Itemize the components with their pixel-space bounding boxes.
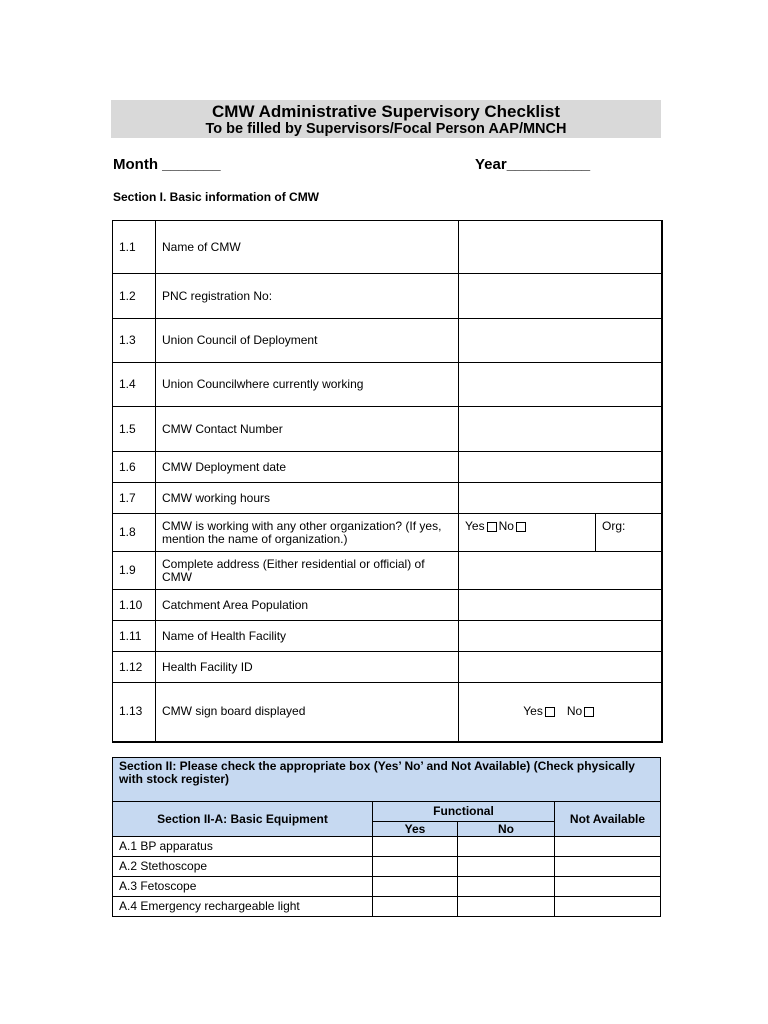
yes-label: Yes <box>465 519 485 533</box>
item-label: A.4 Emergency rechargeable light <box>113 897 373 917</box>
answer-cell[interactable] <box>459 652 662 683</box>
row-label: Name of CMW <box>156 221 459 274</box>
answer-cell[interactable] <box>459 590 662 621</box>
answer-cell[interactable] <box>459 274 662 319</box>
row-label: Complete address (Either residential or official) of CMW <box>156 552 459 590</box>
org-cell[interactable] <box>596 514 662 552</box>
row-number: 1.11 <box>113 621 156 652</box>
yes-checkbox[interactable] <box>545 707 555 717</box>
yes-no-cell <box>459 683 662 742</box>
row-number: 1.9 <box>113 552 156 590</box>
row-label: Union Councilwhere currently working <box>156 363 459 407</box>
section1-title: Section I. Basic information of CMW <box>113 190 320 204</box>
item-label: A.2 Stethoscope <box>113 857 373 877</box>
table-row <box>113 552 662 590</box>
not-available-cell[interactable] <box>555 877 661 897</box>
row-number: 1.7 <box>113 483 156 514</box>
month-field[interactable]: Month _______ <box>113 156 221 173</box>
answer-cell[interactable] <box>459 483 662 514</box>
no-label: No <box>566 704 583 719</box>
no-cell[interactable] <box>458 837 555 857</box>
org-label: Org: <box>602 519 626 533</box>
yes-checkbox[interactable] <box>487 522 497 532</box>
row-number: 1.12 <box>113 652 156 683</box>
table-row <box>113 897 661 917</box>
functional-header: Functional <box>373 802 555 822</box>
table-row <box>113 621 662 652</box>
answer-cell[interactable] <box>459 552 662 590</box>
no-cell[interactable] <box>458 857 555 877</box>
table-row <box>113 407 662 452</box>
table-row <box>113 483 662 514</box>
not-available-cell[interactable] <box>555 857 661 877</box>
not-available-header: Not Available <box>555 802 661 837</box>
no-checkbox[interactable] <box>516 522 526 532</box>
yes-cell[interactable] <box>373 897 458 917</box>
answer-cell[interactable] <box>459 363 662 407</box>
not-available-cell[interactable] <box>555 837 661 857</box>
document-title: CMW Administrative Supervisory Checklist <box>212 102 560 121</box>
row-label: Catchment Area Population <box>156 590 459 621</box>
row-label: Union Council of Deployment <box>156 319 459 363</box>
row-number: 1.5 <box>113 407 156 452</box>
answer-cell[interactable] <box>459 407 662 452</box>
answer-cell[interactable] <box>459 452 662 483</box>
row-label: CMW sign board displayed <box>156 683 459 742</box>
row-label: Health Facility ID <box>156 652 459 683</box>
answer-cell[interactable] <box>459 221 662 274</box>
yes-cell[interactable] <box>373 877 458 897</box>
table-row <box>113 837 661 857</box>
row-number: 1.13 <box>113 683 156 742</box>
table-row <box>113 802 661 822</box>
answer-cell[interactable] <box>459 319 662 363</box>
yes-cell[interactable] <box>373 837 458 857</box>
item-label: A.1 BP apparatus <box>113 837 373 857</box>
table-row <box>113 319 662 363</box>
year-field[interactable]: Year__________ <box>475 156 591 173</box>
no-checkbox[interactable] <box>584 707 594 717</box>
table-row <box>113 652 662 683</box>
row-number: 1.6 <box>113 452 156 483</box>
row-number: 1.3 <box>113 319 156 363</box>
yes-header: Yes <box>373 822 458 837</box>
no-label: No <box>498 519 514 533</box>
no-header: No <box>458 822 555 837</box>
yes-no-cell <box>459 514 596 552</box>
answer-cell[interactable] <box>459 621 662 652</box>
no-cell[interactable] <box>458 897 555 917</box>
table-row <box>113 514 662 552</box>
table-row <box>113 857 661 877</box>
table-row <box>113 758 661 802</box>
row-label: CMW is working with any other organization? (If yes, mention the name of organization.) <box>156 514 459 552</box>
subsection-header: Section II-A: Basic Equipment <box>113 802 373 837</box>
table-row <box>113 590 662 621</box>
basic-info-table <box>112 220 663 743</box>
no-cell[interactable] <box>458 877 555 897</box>
table-row <box>113 363 662 407</box>
table-row <box>113 877 661 897</box>
section2-title: Section II: Please check the appropriate box (Yes’ No’ and Not Available) (Check physically with stock register) <box>113 758 661 802</box>
not-available-cell[interactable] <box>555 897 661 917</box>
table-row <box>113 274 662 319</box>
row-number: 1.10 <box>113 590 156 621</box>
row-number: 1.1 <box>113 221 156 274</box>
document-subtitle: To be filled by Supervisors/Focal Person AAP/MNCH <box>205 121 567 137</box>
equipment-table <box>112 757 661 917</box>
yes-label: Yes <box>523 704 543 719</box>
table-row <box>113 221 662 274</box>
item-label: A.3 Fetoscope <box>113 877 373 897</box>
table-row <box>113 683 662 742</box>
row-number: 1.4 <box>113 363 156 407</box>
row-number: 1.2 <box>113 274 156 319</box>
row-number: 1.8 <box>113 514 156 552</box>
row-label: Name of Health Facility <box>156 621 459 652</box>
row-label: CMW Deployment date <box>156 452 459 483</box>
row-label: CMW working hours <box>156 483 459 514</box>
row-label: CMW Contact Number <box>156 407 459 452</box>
table-row <box>113 452 662 483</box>
yes-cell[interactable] <box>373 857 458 877</box>
title-band <box>111 100 661 138</box>
row-label: PNC registration No: <box>156 274 459 319</box>
